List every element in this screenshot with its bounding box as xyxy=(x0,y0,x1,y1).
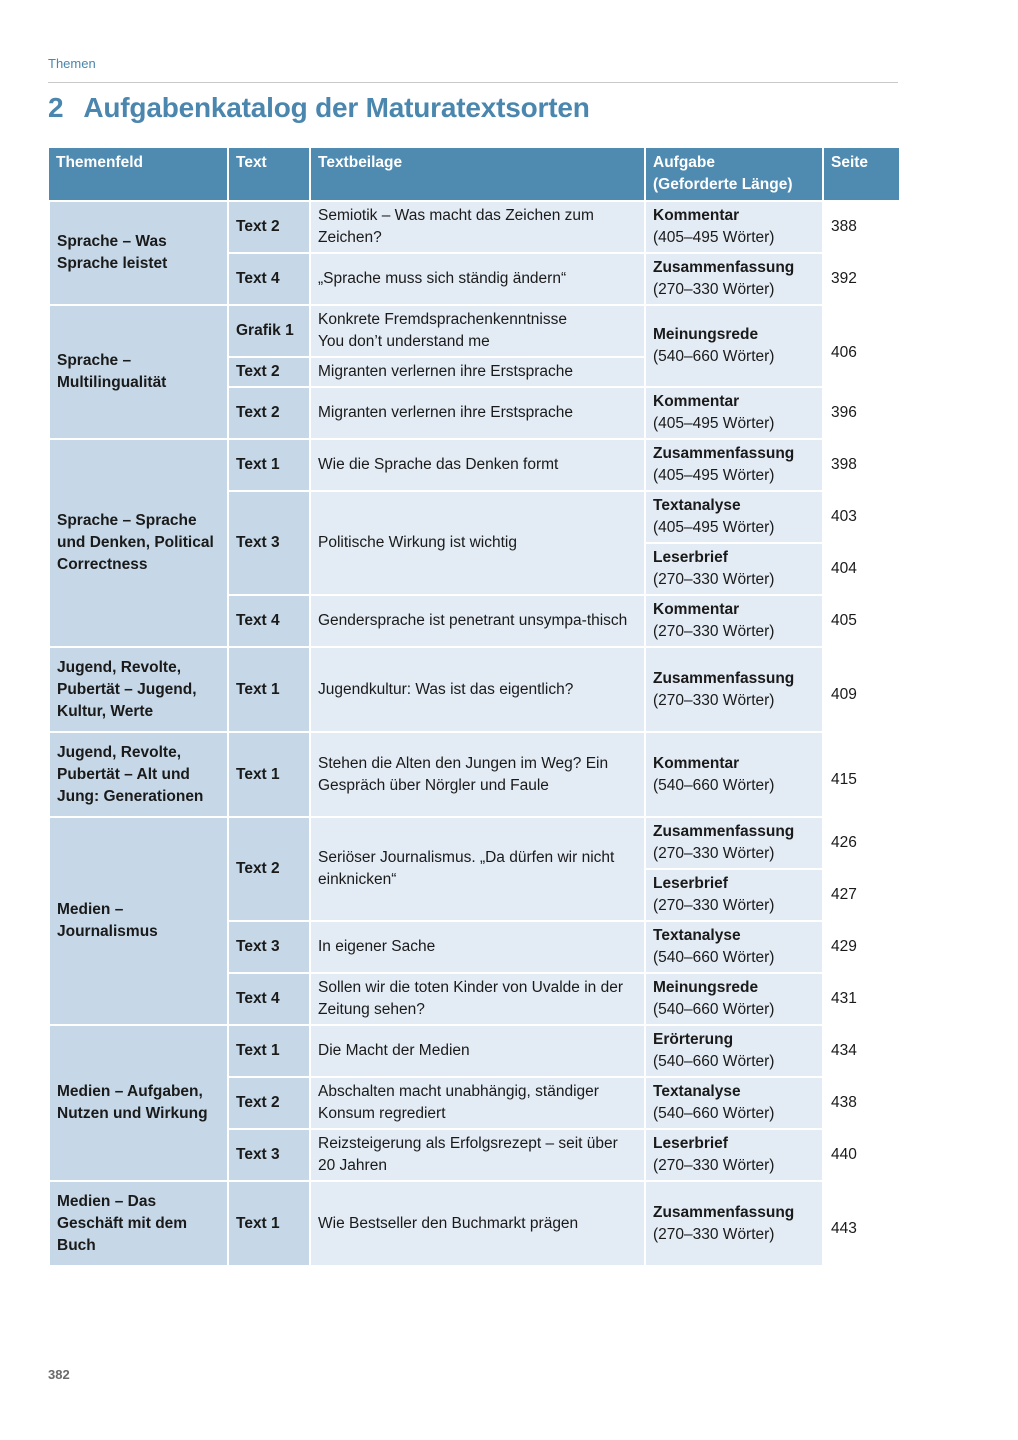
beilage-cell: Stehen die Alten den Jungen im Weg? Ein Gespräch über Nörgler und Faule xyxy=(310,732,645,817)
theme-cell: Medien – Aufgaben, Nutzen und Wirkung xyxy=(49,1025,228,1181)
aufgabe-length: (540–660 Wörter) xyxy=(653,348,775,365)
chapter-number: 2 xyxy=(48,92,64,123)
beilage-cell: Migranten verlernen ihre Erstsprache xyxy=(310,357,645,387)
text-cell: Text 1 xyxy=(228,732,310,817)
aufgabe-length: (540–660 Wörter) xyxy=(653,776,775,794)
beilage-cell: Migranten verlernen ihre Erstsprache xyxy=(310,387,645,439)
page-cell: 440 xyxy=(823,1129,899,1181)
header-aufgabe xyxy=(645,148,823,201)
aufgabe-cell xyxy=(645,817,823,869)
text-cell: Text 3 xyxy=(228,921,310,973)
text-cell: Text 4 xyxy=(228,973,310,1025)
page-number: 382 xyxy=(48,1367,70,1382)
aufgabe-length: (540–660 Wörter) xyxy=(653,1105,775,1122)
header-divider xyxy=(48,82,898,83)
page-cell xyxy=(823,647,899,732)
page-cell: 404 xyxy=(823,543,899,595)
aufgabe-cell xyxy=(645,1077,823,1129)
aufgabe-cell xyxy=(645,921,823,973)
page-cell: 388 xyxy=(823,201,899,253)
task-catalog-table xyxy=(48,148,900,1267)
text-cell: Text 2 xyxy=(228,201,310,253)
table-row xyxy=(49,647,899,732)
page-cell: 398 xyxy=(823,439,899,491)
aufgabe-cell xyxy=(645,1025,823,1077)
theme-cell: Medien – Journalismus xyxy=(49,817,228,1025)
table-row xyxy=(49,305,899,357)
beilage-cell: Sollen wir die toten Kinder von Uvalde in der Zeitung sehen? xyxy=(310,973,645,1025)
aufgabe-type: Zusammenfassung xyxy=(653,669,795,687)
aufgabe-length: (405–495 Wörter) xyxy=(653,229,775,246)
aufgabe-length: (540–660 Wörter) xyxy=(653,1001,775,1018)
aufgabe-cell xyxy=(645,201,823,253)
aufgabe-length: (540–660 Wörter) xyxy=(653,1053,775,1070)
theme-cell: Medien – Das Geschäft mit dem Buch xyxy=(49,1181,228,1266)
page-cell: 438 xyxy=(823,1077,899,1129)
text-cell: Text 1 xyxy=(228,439,310,491)
theme-cell: Jugend, Revolte, Pubertät – Alt und Jung: Generationen xyxy=(49,732,228,817)
beilage-cell: Abschalten macht unabhängig, ständiger Konsum regrediert xyxy=(310,1077,645,1129)
aufgabe-type: Leserbrief xyxy=(653,549,728,566)
text-cell: Text 4 xyxy=(228,595,310,647)
aufgabe-cell xyxy=(645,647,823,732)
theme-cell: Sprache – Was Sprache leistet xyxy=(49,201,228,305)
aufgabe-length: (405–495 Wörter) xyxy=(653,467,775,484)
aufgabe-length: (270–330 Wörter) xyxy=(653,897,775,914)
text-cell: Text 2 xyxy=(228,357,310,387)
text-cell: Text 1 xyxy=(228,1181,310,1266)
aufgabe-type: Textanalyse xyxy=(653,927,741,944)
aufgabe-cell xyxy=(645,1129,823,1181)
aufgabe-type: Textanalyse xyxy=(653,497,741,514)
text-cell: Text 3 xyxy=(228,491,310,595)
page-cell xyxy=(823,1181,899,1266)
running-head: Themen xyxy=(48,56,96,71)
page-cell: 426 xyxy=(823,817,899,869)
text-cell: Text 3 xyxy=(228,1129,310,1181)
aufgabe-cell xyxy=(645,543,823,595)
page-cell: 392 xyxy=(823,253,899,305)
aufgabe-length: (270–330 Wörter) xyxy=(653,1157,775,1174)
aufgabe-type: Kommentar xyxy=(653,393,740,410)
aufgabe-type: Kommentar xyxy=(653,601,740,618)
aufgabe-length: (270–330 Wörter) xyxy=(653,1225,775,1243)
page-cell: 396 xyxy=(823,387,899,439)
header-aufgabe-label: Aufgabe xyxy=(653,154,715,171)
header-aufgabe-sub: (Geforderte Länge) xyxy=(653,176,793,193)
aufgabe-type: Zusammenfassung xyxy=(653,823,795,840)
beilage-cell: Wie Bestseller den Buchmarkt prägen xyxy=(310,1181,645,1266)
beilage-cell: Wie die Sprache das Denken formt xyxy=(310,439,645,491)
aufgabe-type: Leserbrief xyxy=(653,875,728,892)
aufgabe-cell xyxy=(645,1181,823,1266)
aufgabe-type: Kommentar xyxy=(653,207,740,224)
page-number-value: 415 xyxy=(831,771,857,788)
text-cell: Text 4 xyxy=(228,253,310,305)
beilage-text: Konkrete Fremdsprachenkenntnisse You don’t understand me xyxy=(318,311,567,350)
aufgabe-cell xyxy=(645,439,823,491)
theme-cell: Sprache – Multilingualität xyxy=(49,305,228,439)
text-cell: Text 1 xyxy=(228,1025,310,1077)
aufgabe-length: (540–660 Wörter) xyxy=(653,949,775,966)
beilage-cell: Jugendkultur: Was ist das eigentlich? xyxy=(310,647,645,732)
aufgabe-length: (270–330 Wörter) xyxy=(653,845,775,862)
table-row xyxy=(49,732,899,817)
table-row xyxy=(49,201,899,253)
beilage-cell: Semiotik – Was macht das Zeichen zum Zeichen? xyxy=(310,201,645,253)
aufgabe-type: Zusammenfassung xyxy=(653,259,795,276)
aufgabe-type: Kommentar xyxy=(653,754,740,772)
aufgabe-length: (405–495 Wörter) xyxy=(653,519,775,536)
table-header-row xyxy=(49,148,899,201)
text-cell: Text 2 xyxy=(228,817,310,921)
header-text: Text xyxy=(228,148,310,201)
aufgabe-cell xyxy=(645,305,823,387)
table-row xyxy=(49,1025,899,1077)
aufgabe-length: (270–330 Wörter) xyxy=(653,691,775,709)
aufgabe-length: (270–330 Wörter) xyxy=(653,571,775,588)
aufgabe-cell xyxy=(645,732,823,817)
aufgabe-cell xyxy=(645,595,823,647)
page-cell: 429 xyxy=(823,921,899,973)
text-cell: Text 2 xyxy=(228,387,310,439)
text-cell: Text 1 xyxy=(228,647,310,732)
aufgabe-type: Meinungsrede xyxy=(653,326,759,343)
beilage-cell: Die Macht der Medien xyxy=(310,1025,645,1077)
page-cell: 403 xyxy=(823,491,899,543)
beilage-cell: In eigener Sache xyxy=(310,921,645,973)
beilage-cell: „Sprache muss sich ständig ändern“ xyxy=(310,253,645,305)
aufgabe-cell xyxy=(645,869,823,921)
aufgabe-cell xyxy=(645,387,823,439)
beilage-cell xyxy=(310,305,645,357)
aufgabe-type: Leserbrief xyxy=(653,1135,728,1152)
page-cell xyxy=(823,305,899,387)
page-cell: 434 xyxy=(823,1025,899,1077)
table-row xyxy=(49,817,899,869)
page-number-value: 443 xyxy=(831,1220,857,1237)
theme-cell: Sprache – Sprache und Denken, Political Correctness xyxy=(49,439,228,647)
aufgabe-type: Textanalyse xyxy=(653,1083,741,1100)
beilage-cell: Seriöser Journalismus. „Da dürfen wir nicht einknicken“ xyxy=(310,817,645,921)
table-row xyxy=(49,439,899,491)
beilage-cell: Reizsteigerung als Erfolgsrezept – seit über 20 Jahren xyxy=(310,1129,645,1181)
beilage-cell: Gendersprache ist penetrant unsympa-thisch xyxy=(310,595,645,647)
chapter-title-text: Aufgabenkatalog der Maturatextsorten xyxy=(83,92,590,123)
table-row xyxy=(49,1181,899,1266)
text-cell: Grafik 1 xyxy=(228,305,310,357)
page-cell: 405 xyxy=(823,595,899,647)
header-textbeilage: Textbeilage xyxy=(310,148,645,201)
aufgabe-length: (405–495 Wörter) xyxy=(653,415,775,432)
aufgabe-type: Meinungsrede xyxy=(653,979,759,996)
aufgabe-length: (270–330 Wörter) xyxy=(653,281,775,298)
aufgabe-type: Zusammenfassung xyxy=(653,1203,795,1221)
page-cell: 427 xyxy=(823,869,899,921)
text-cell: Text 2 xyxy=(228,1077,310,1129)
aufgabe-type: Zusammenfassung xyxy=(653,445,795,462)
page-cell xyxy=(823,732,899,817)
aufgabe-cell xyxy=(645,491,823,543)
header-seite: Seite xyxy=(823,148,899,201)
aufgabe-type: Erörterung xyxy=(653,1031,734,1048)
chapter-title xyxy=(48,92,590,124)
beilage-cell: Politische Wirkung ist wichtig xyxy=(310,491,645,595)
page-cell: 431 xyxy=(823,973,899,1025)
page-number-value: 406 xyxy=(831,343,857,361)
aufgabe-cell xyxy=(645,973,823,1025)
theme-cell: Jugend, Revolte, Pubertät – Jugend, Kultur, Werte xyxy=(49,647,228,732)
header-themenfeld: Themenfeld xyxy=(49,148,228,201)
aufgabe-length: (270–330 Wörter) xyxy=(653,623,775,640)
aufgabe-cell xyxy=(645,253,823,305)
page-number-value: 409 xyxy=(831,686,857,703)
